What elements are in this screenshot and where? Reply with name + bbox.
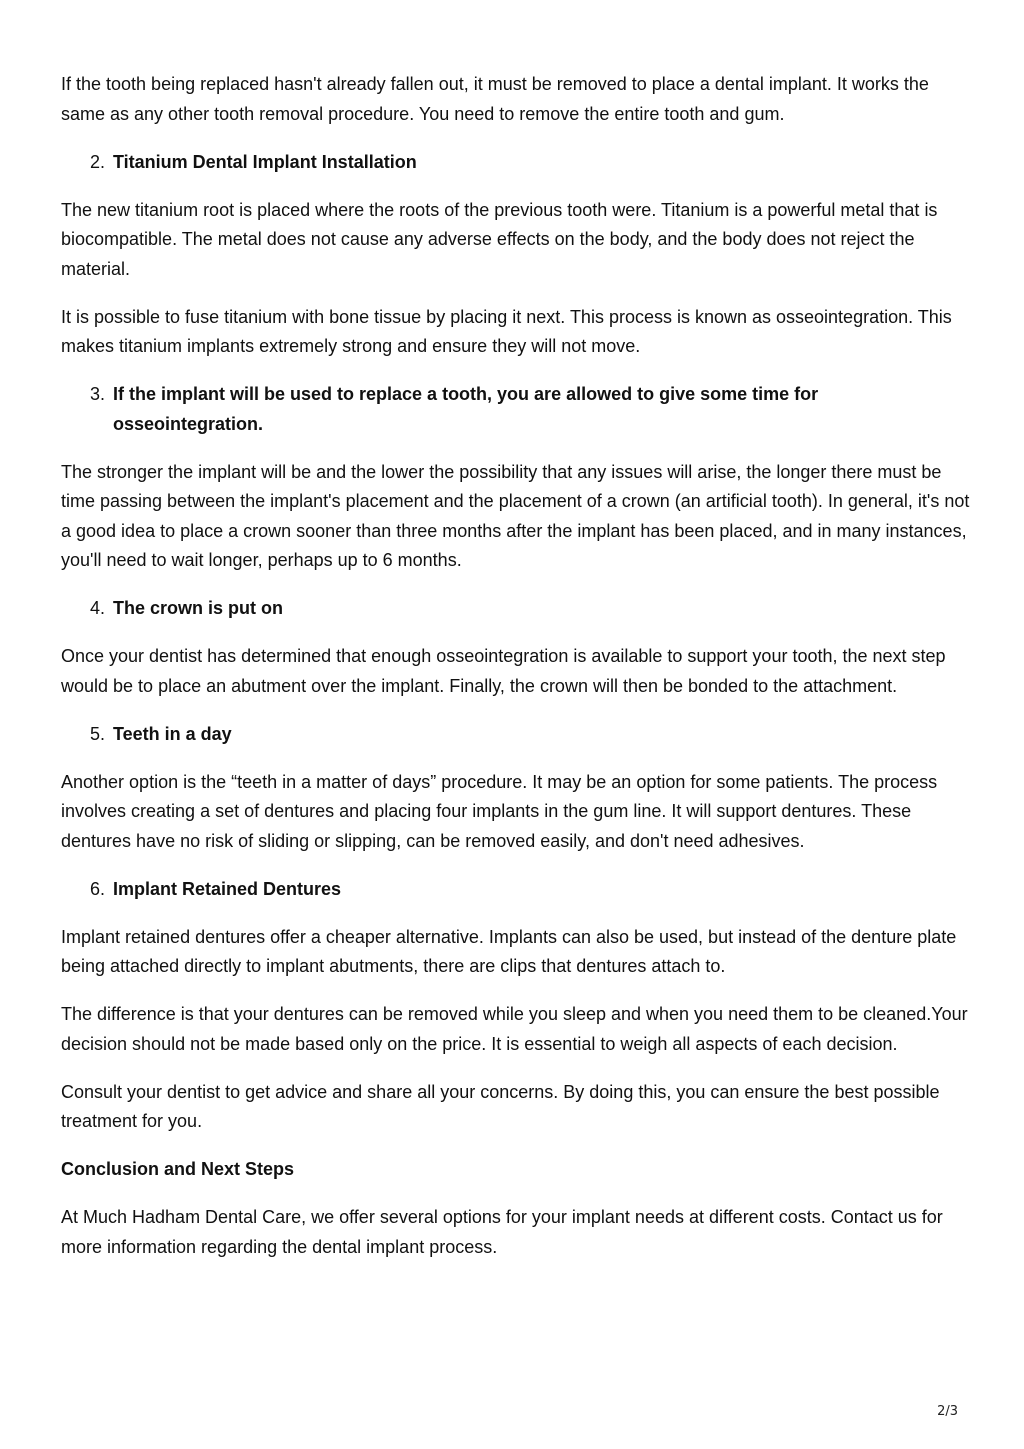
paragraph-cheaper-alternative: Implant retained dentures offer a cheaper alternative. Implants can also be used, but instead of the denture plate being attached directly to implant abutments, there are clips that dentures attach to.: [61, 926, 957, 976]
paragraph-difference: The difference is that your dentures can be removed while you sleep and when you need them to be cleaned.Your decision should not be made based only on the price. It is essential to weigh all aspects of each decision.: [61, 1004, 968, 1054]
paragraph-crown-timing: The stronger the implant will be and the lower the possibility that any issues will arise, the longer there must be time passing between the implant's placement and the placement of a crown (an artificial tooth). In general, it's not a good idea to place a crown sooner than three months after the implant has been placed, and in many instances, you'll need to wait longer, perhaps up to 6 months.: [61, 461, 970, 570]
list-item-number: 5.: [90, 723, 106, 744]
paragraph-teeth-in-days: Another option is the “teeth in a matter of days” procedure. It may be an option for some patients. The process involves creating a set of dentures and placing four implants in the gum line. It will support dentures. These dentures have no risk of sliding or slipping, can be removed easily, and don't need adhesives.: [61, 771, 938, 851]
list-item-titanium-installation: [61, 148, 971, 178]
page-number: 2/3: [937, 1404, 958, 1419]
paragraph-osseointegration: It is possible to fuse titanium with bone tissue by placing it next. This process is known as osseointegration. This makes titanium implants extremely strong and ensure they will not move.: [61, 306, 952, 356]
paragraph-abutment: Once your dentist has determined that enough osseointegration is available to support your tooth, the next step would be to place an abutment over the implant. Finally, the crown will then be bonded to the attachment.: [61, 646, 946, 696]
list-item-title: Titanium Dental Implant Installation: [113, 151, 417, 172]
paragraph-tooth-removal: If the tooth being replaced hasn't already fallen out, it must be removed to place a dental implant. It works the same as any other tooth removal procedure. You need to remove the entire tooth and gum.: [61, 74, 929, 124]
paragraph-titanium-root: The new titanium root is placed where the roots of the previous tooth were. Titanium is a powerful metal that is biocompatible. The metal does not cause any adverse effects on the body, and the body does not reject the material.: [61, 199, 938, 279]
list-item-title: Teeth in a day: [113, 723, 232, 744]
list-item-number: 6.: [90, 878, 106, 899]
paragraph-contact: At Much Hadham Dental Care, we offer several options for your implant needs at different costs. Contact us for more information regarding the dental implant process.: [61, 1207, 943, 1257]
list-item-title: If the implant will be used to replace a tooth, you are allowed to give some time for osseointegration.: [113, 384, 819, 434]
list-item-number: 3.: [90, 384, 106, 404]
paragraph-consult-dentist: Consult your dentist to get advice and share all your concerns. By doing this, you can ensure the best possible treatment for you.: [61, 1081, 940, 1131]
list-item-number: 2.: [90, 151, 106, 172]
list-item-teeth-in-a-day: [61, 720, 971, 750]
section-heading-conclusion: Conclusion and Next Steps: [61, 1159, 295, 1179]
list-item-title: Implant Retained Dentures: [113, 878, 342, 899]
list-item-retained-dentures: [61, 875, 971, 905]
list-item-number: 4.: [90, 598, 106, 618]
document-body: [61, 70, 971, 1281]
list-item-healing-time: [61, 380, 971, 439]
list-item-crown: [61, 594, 971, 624]
list-item-title: The crown is put on: [113, 598, 283, 618]
